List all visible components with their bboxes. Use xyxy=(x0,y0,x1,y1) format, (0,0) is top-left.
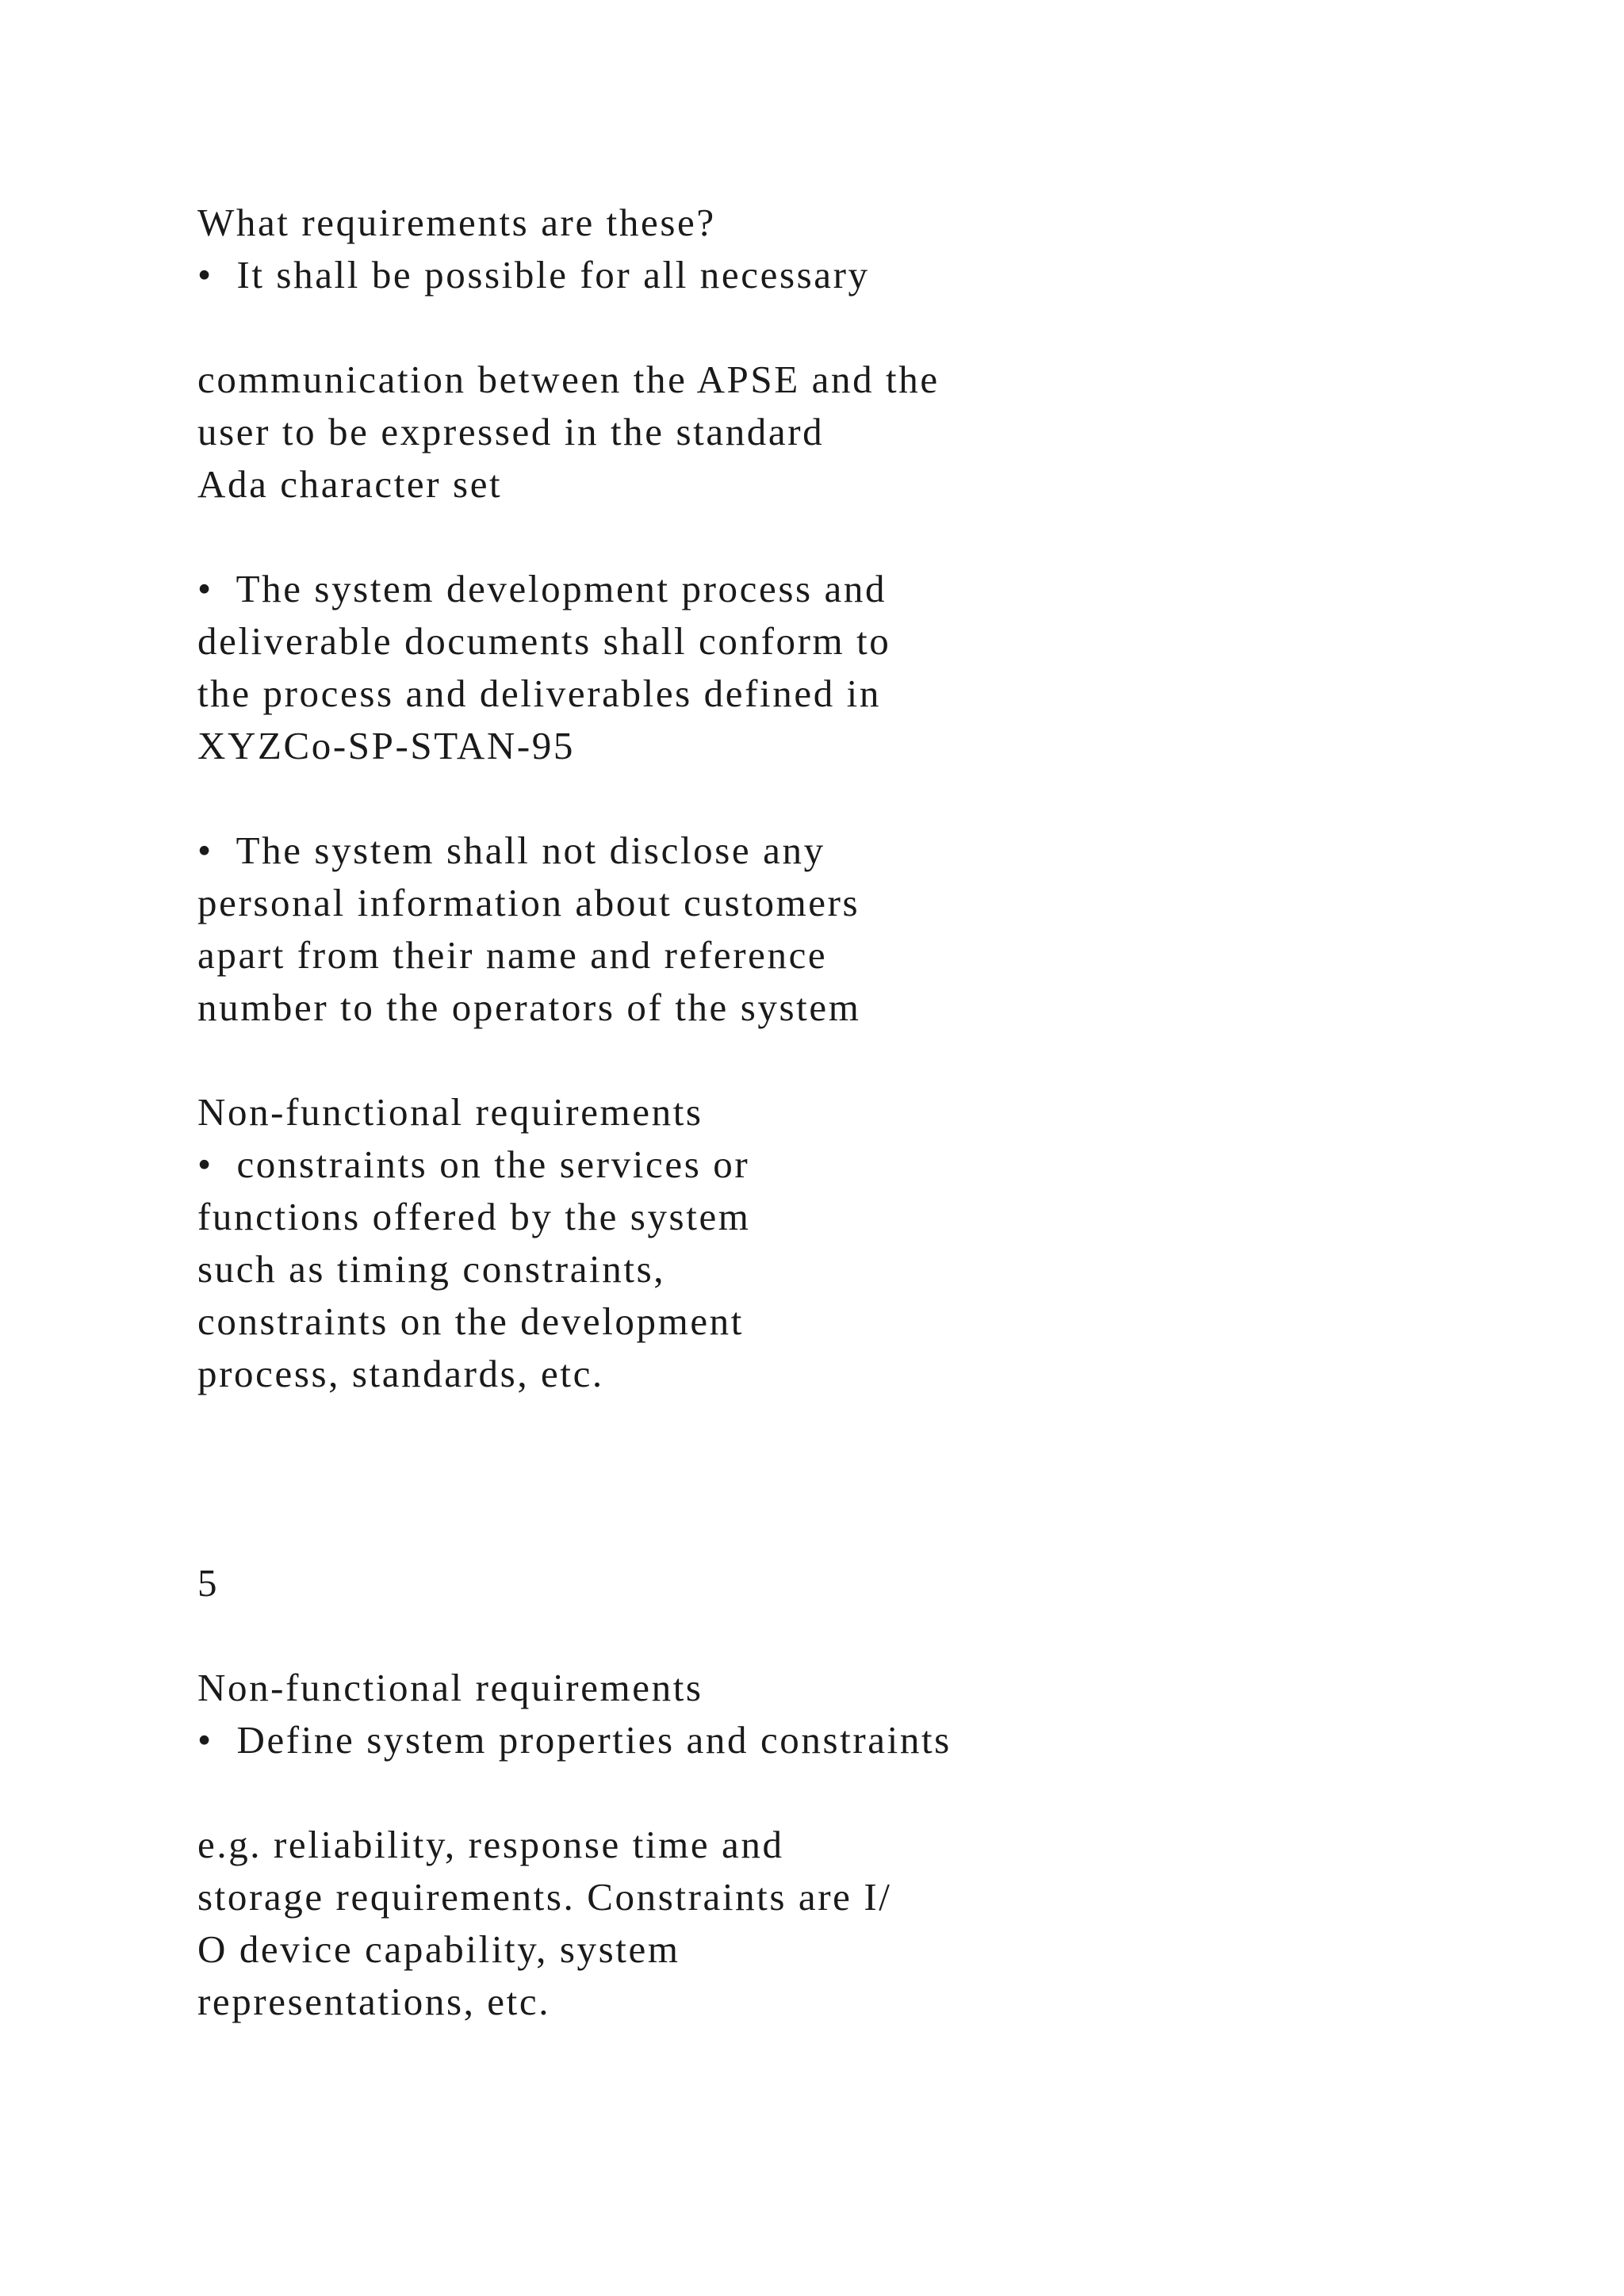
text-line: the process and deliverables defined in xyxy=(197,672,881,715)
text-line: • constraints on the services or xyxy=(197,1142,750,1186)
text-line: constraints on the development xyxy=(197,1299,744,1343)
text-line: apart from their name and reference xyxy=(197,933,828,977)
text-line: • Define system properties and constraints xyxy=(197,1718,952,1762)
text-line: • The system development process and xyxy=(197,567,887,610)
section-heading: Non-functional requirements xyxy=(197,1090,703,1134)
text-line: process, standards, etc. xyxy=(197,1352,604,1395)
text-line: • The system shall not disclose any xyxy=(197,828,825,872)
text-line: deliverable documents shall conform to xyxy=(197,619,891,663)
text-line: What requirements are these? xyxy=(197,201,716,244)
text-line: personal information about customers xyxy=(197,881,860,924)
text-line: • It shall be possible for all necessary xyxy=(197,253,870,297)
text-line: communication between the APSE and the xyxy=(197,358,940,401)
section-heading: Non-functional requirements xyxy=(197,1666,703,1709)
text-line: such as timing constraints, xyxy=(197,1247,666,1291)
text-line: functions offered by the system xyxy=(197,1195,751,1238)
text-line: e.g. reliability, response time and xyxy=(197,1823,784,1866)
text-line: number to the operators of the system xyxy=(197,985,861,1029)
text-line: Ada character set xyxy=(197,462,503,506)
text-line: storage requirements. Constraints are I/ xyxy=(197,1875,892,1919)
text-line: O device capability, system xyxy=(197,1927,680,1971)
text-line: representations, etc. xyxy=(197,1980,551,2023)
page-number: 5 xyxy=(197,1561,220,1605)
text-line: user to be expressed in the standard xyxy=(197,410,825,453)
text-line: XYZCo-SP-STAN-95 xyxy=(197,724,575,767)
